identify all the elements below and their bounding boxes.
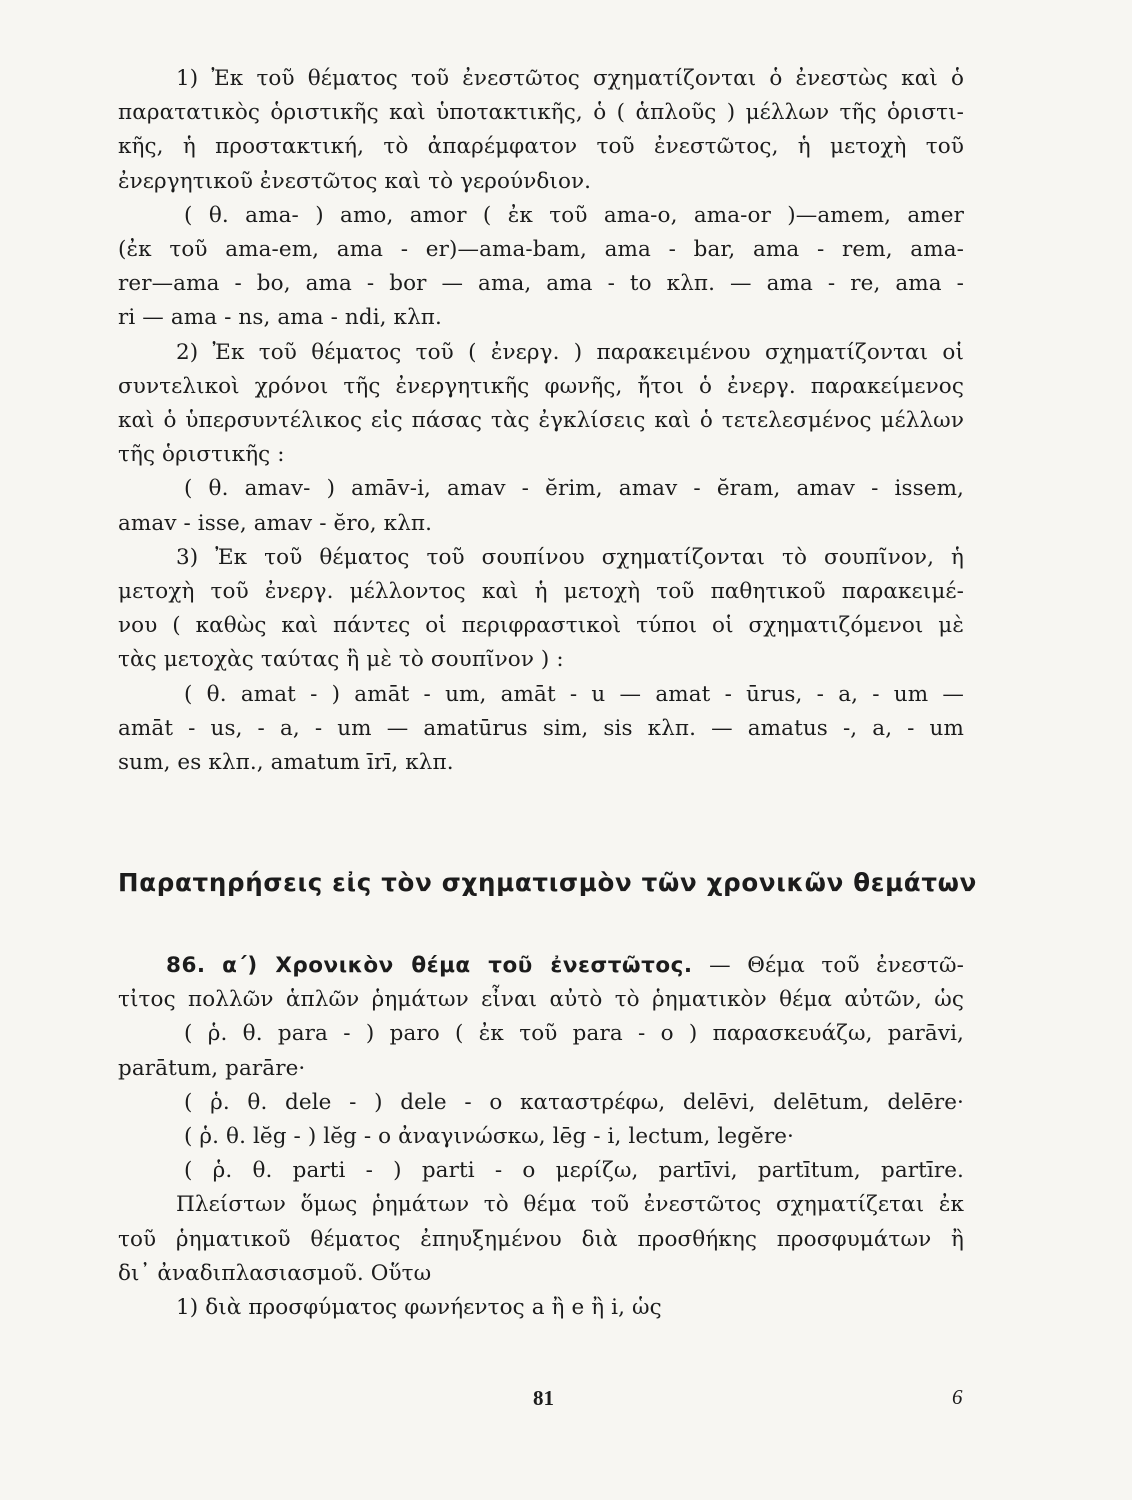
text-line: παρατατικὸς ὁριστικῆς καὶ ὑποτακτικῆς, ὁ ( ἁπλοῦς ) μέλλων τῆς ὁριστι- — [118, 100, 964, 126]
text-line: τῆς ὁριστικῆς : — [118, 442, 285, 468]
text-block-upper — [118, 62, 964, 780]
text-line: τὰς μετοχὰς ταύτας ἢ μὲ τὸ σουπῖνον ) : — [118, 647, 564, 673]
example-line: rer—ama - bo, ama - bor — ama, ama - to κλπ. — ama - re, ama - — [118, 271, 964, 297]
text-line: νου ( καθὼς καὶ πάντες οἱ περιφραστικοὶ τύποι οἱ σχηματιζόμενοι μὲ — [118, 613, 964, 639]
text-line: τοῦ ῥηματικοῦ θέματος ἐπηυξημένου διὰ προσθήκης προσφυμάτων ἢ — [118, 1226, 964, 1252]
section-heading: Παρατηρήσεις εἰς τὸν σχηματισμὸν τῶν χρονικῶν θεμάτων — [118, 868, 978, 897]
example-line: amav - isse, amav - ĕro, κλπ. — [118, 510, 433, 536]
text-line: τἰτος πολλῶν ἁπλῶν ῥημάτων εἶναι αὐτὸ τὸ ῥηματικὸν θέμα αὐτῶν, ὡς — [118, 987, 964, 1013]
section-number: 86. — [166, 953, 206, 978]
text-line: καὶ ὁ ὑπερσυντέλικος εἰς πάσας τὰς ἐγκλίσεις καὶ ὁ τετελεσμένος μέλλων — [118, 408, 964, 434]
example-line: amāt - us, - a, - um — amatūrus sim, sis κλπ. — amatus -, a, - um — [118, 715, 964, 741]
example-line: ( ῥ. θ. parti - ) parti - o μερίζω, partīvi, partītum, partīre. — [184, 1158, 964, 1184]
example-line: ( ῥ. θ. dele - ) dele - o καταστρέφω, delēvi, delētum, delēre· — [184, 1089, 964, 1115]
text-line: 1) Ἐκ τοῦ θέματος τοῦ ἐνεστῶτος σχηματίζονται ὁ ἐνεστὼς καὶ ὁ — [176, 66, 964, 91]
signature-mark: 6 — [952, 1385, 963, 1409]
text-line: συντελικοὶ χρόνοι τῆς ἐνεργητικῆς φωνῆς, ἤτοι ὁ ἐνεργ. παρακείμενος — [118, 373, 964, 399]
example-line: ( θ. amat - ) amāt - um, amāt - u — amat - ūrus, - a, - um — — [184, 681, 964, 707]
section-subtitle: α΄) Χρονικὸν θέμα τοῦ ἐνεστῶτος. — [222, 953, 693, 978]
example-line: ( ῥ. θ. para - ) paro ( ἐκ τοῦ para - o ) παρασκευάζω, parāvi, — [184, 1021, 964, 1047]
text-line: 1) διὰ προσφύματος φωνήεντος a ἢ e ἢ i, ὡς — [176, 1295, 662, 1321]
page-number: 81 — [533, 1386, 554, 1410]
example-line: (ἐκ τοῦ ama-em, ama - er)—ama-bam, ama - bar, ama - rem, ama- — [118, 237, 964, 263]
example-line: ( θ. ama- ) amo, amor ( ἐκ τοῦ ama-o, ama-or )—amem, amer — [184, 202, 964, 228]
text-line: 3) Ἐκ τοῦ θέματος τοῦ σουπίνου σχηματίζονται τὸ σουπῖνον, ἡ — [176, 544, 964, 570]
section-first-line — [118, 949, 964, 983]
text-line: κῆς, ἡ προστακτική, τὸ ἀπαρέμφατον τοῦ ἐνεστῶτος, ἡ μετοχὴ τοῦ — [118, 134, 964, 160]
example-line: ( θ. amav- ) amāv-i, amav - ĕrim, amav - ĕram, amav - issem, — [184, 476, 964, 502]
text-line: Πλείστων ὅμως ῥημάτων τὸ θέμα τοῦ ἐνεστῶτος σχηματίζεται ἐκ — [176, 1192, 964, 1218]
section-86 — [118, 949, 964, 1325]
text-line: ἐνεργητικοῦ ἐνεστῶτος καὶ τὸ γερούνδιον. — [118, 168, 592, 194]
text-line: 2) Ἐκ τοῦ θέματος τοῦ ( ἐνεργ. ) παρακειμένου σχηματίζονται οἱ — [176, 339, 964, 365]
example-line: parātum, parāre· — [118, 1055, 306, 1081]
text-line: μετοχὴ τοῦ ἐνεργ. μέλλοντος καὶ ἡ μετοχὴ τοῦ παθητικοῦ παρακειμέ- — [118, 579, 964, 605]
example-line: sum, es κλπ., amatum īrī, κλπ. — [118, 750, 454, 776]
example-line: ri — ama - ns, ama - ndi, κλπ. — [118, 305, 442, 331]
example-line: ( ῥ. θ. lĕg - ) lĕg - o ἀναγινώσκω, lēg - i, lectum, legĕre· — [184, 1124, 794, 1150]
section-first-line-rest: — Θέμα τοῦ ἐνεστῶ- — [709, 953, 964, 978]
text-line: δι᾽ ἀναδιπλασιασμοῦ. Οὕτω — [118, 1260, 432, 1286]
